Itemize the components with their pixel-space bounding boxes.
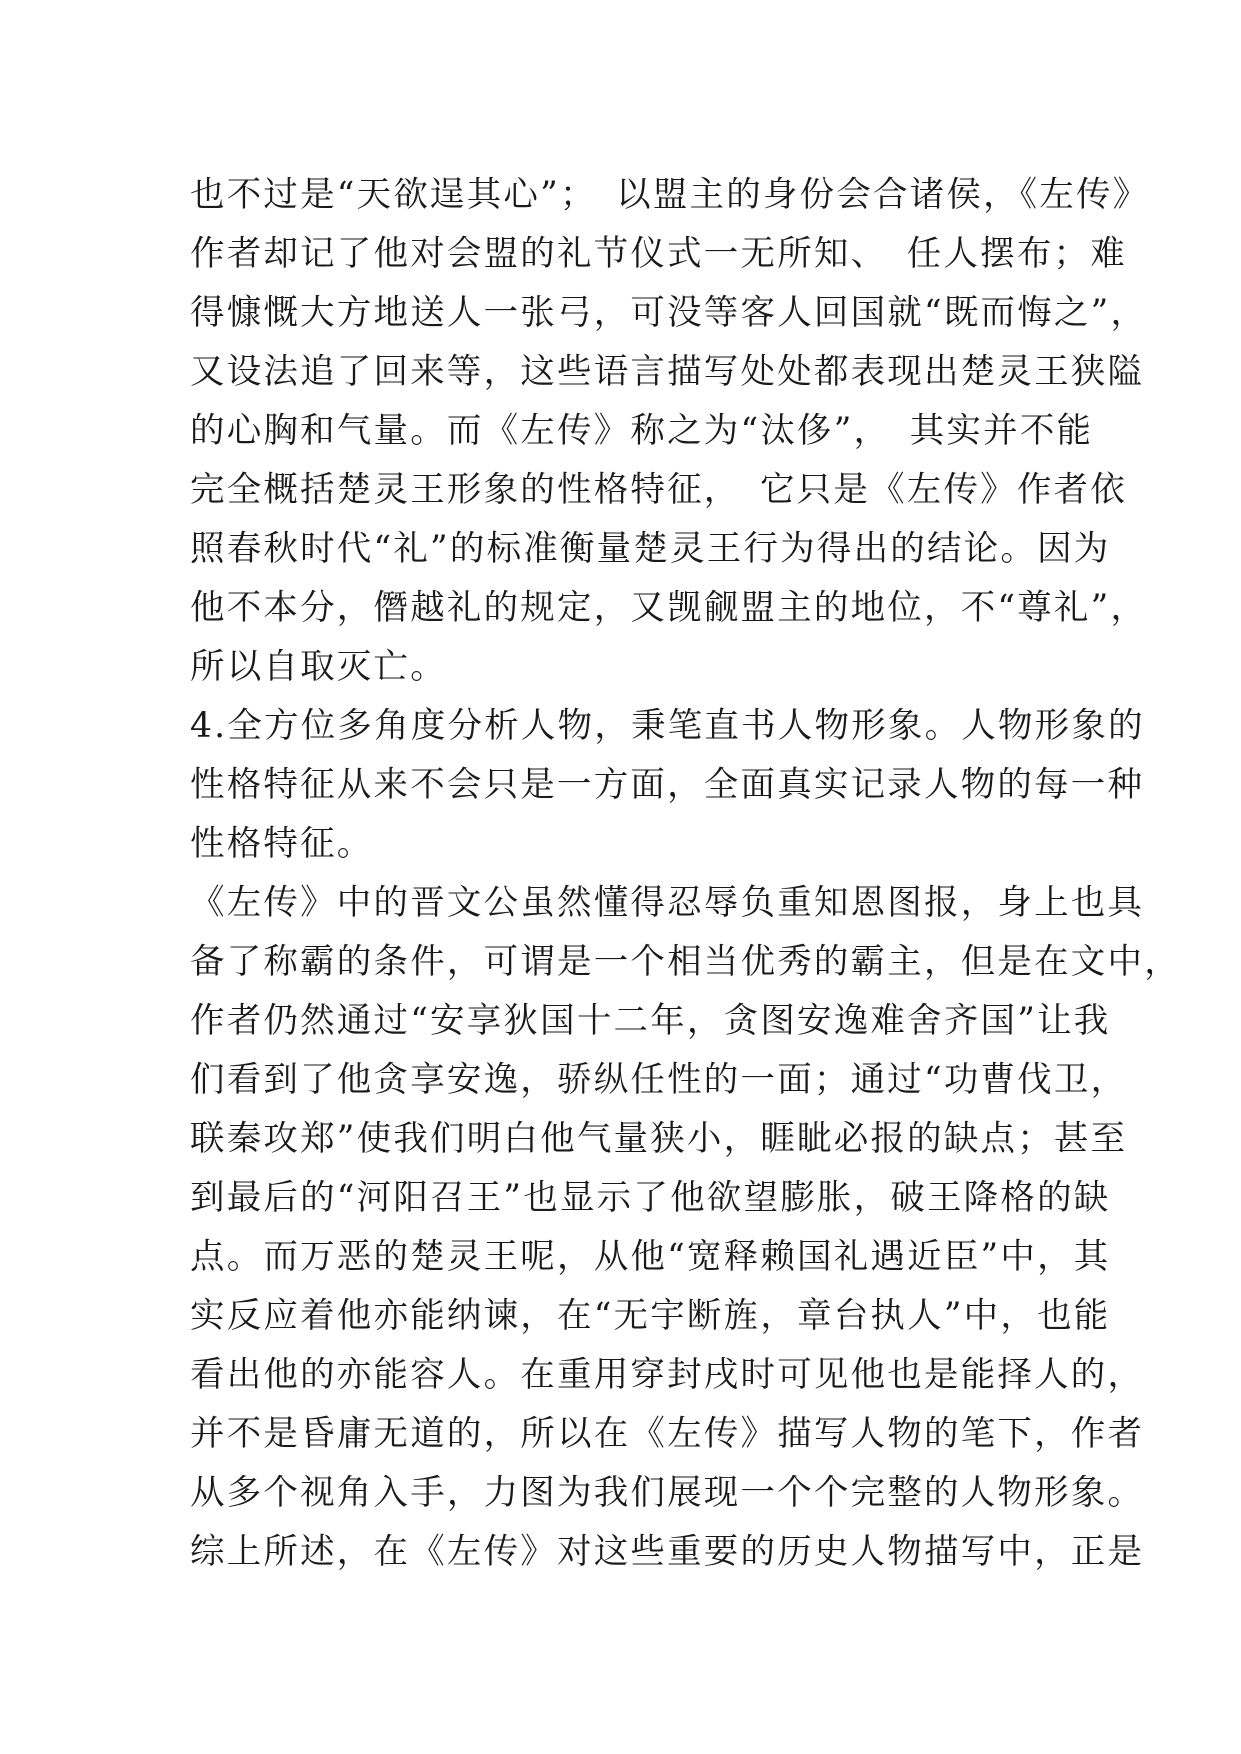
text-line: 又设法追了回来等，这些语言描写处处都表现出楚灵王狭隘 xyxy=(190,352,1145,392)
text-line: 照春秋时代“礼”的标准衡量楚灵王行为得出的结论。因为 xyxy=(190,529,1111,569)
text-line: 完全概括楚灵王形象的性格特征， 它只是《左传》作者依 xyxy=(190,470,1127,510)
text-line: 作者却记了他对会盟的礼节仪式一无所知、 任人摆布；难 xyxy=(190,234,1127,274)
text-line: 看出他的亦能容人。在重用穿封戌时可见他也是能择人的， xyxy=(190,1355,1145,1395)
body-text xyxy=(190,166,1181,1582)
text-line: 的心胸和气量。而《左传》称之为“汰侈”， 其实并不能 xyxy=(190,411,1094,451)
text-line: 到最后的“河阳召王”也显示了他欲望膨胀，破王降格的缺 xyxy=(190,1178,1111,1218)
text-line: 《左传》中的晋文公虽然懂得忍辱负重知恩图报，身上也具 xyxy=(190,883,1145,923)
text-line: 作者仍然通过“安享狄国十二年，贪图安逸难舍齐国”让我 xyxy=(190,1001,1111,1041)
text-line: 4.全方位多角度分析人物，秉笔直书人物形象。人物形象的 xyxy=(190,706,1145,746)
text-line: 从多个视角入手，力图为我们展现一个个完整的人物形象。 xyxy=(190,1473,1145,1513)
text-line: 所以自取灭亡。 xyxy=(190,647,447,687)
text-line: 实反应着他亦能纳谏，在“无宇断旌，章台执人”中，也能 xyxy=(190,1296,1111,1336)
text-line: 也不过是“天欲逞其心”； 以盟主的身份会合诸侯，《左传》 xyxy=(190,175,1150,215)
text-line: 性格特征从来不会只是一方面，全面真实记录人物的每一种 xyxy=(190,765,1145,805)
text-line: 性格特征。 xyxy=(190,824,374,864)
text-line: 综上所述，在《左传》对这些重要的历史人物描写中，正是 xyxy=(190,1532,1145,1572)
text-line: 得慷慨大方地送人一张弓，可没等客人回国就“既而悔之”， xyxy=(190,293,1148,333)
text-line: 备了称霸的条件，可谓是一个相当优秀的霸主，但是在文中， xyxy=(190,942,1181,982)
text-line: 点。而万恶的楚灵王呢，从他“宽释赖国礼遇近臣”中，其 xyxy=(190,1237,1111,1277)
text-line: 他不本分，僭越礼的规定，又觊觎盟主的地位，不“尊礼”， xyxy=(190,588,1148,628)
text-line: 们看到了他贪享安逸，骄纵任性的一面；通过“功曹伐卫， xyxy=(190,1060,1128,1100)
text-line: 联秦攻郑”使我们明白他气量狭小，睚眦必报的缺点；甚至 xyxy=(190,1119,1128,1159)
text-line: 并不是昏庸无道的，所以在《左传》描写人物的笔下，作者 xyxy=(190,1414,1145,1454)
